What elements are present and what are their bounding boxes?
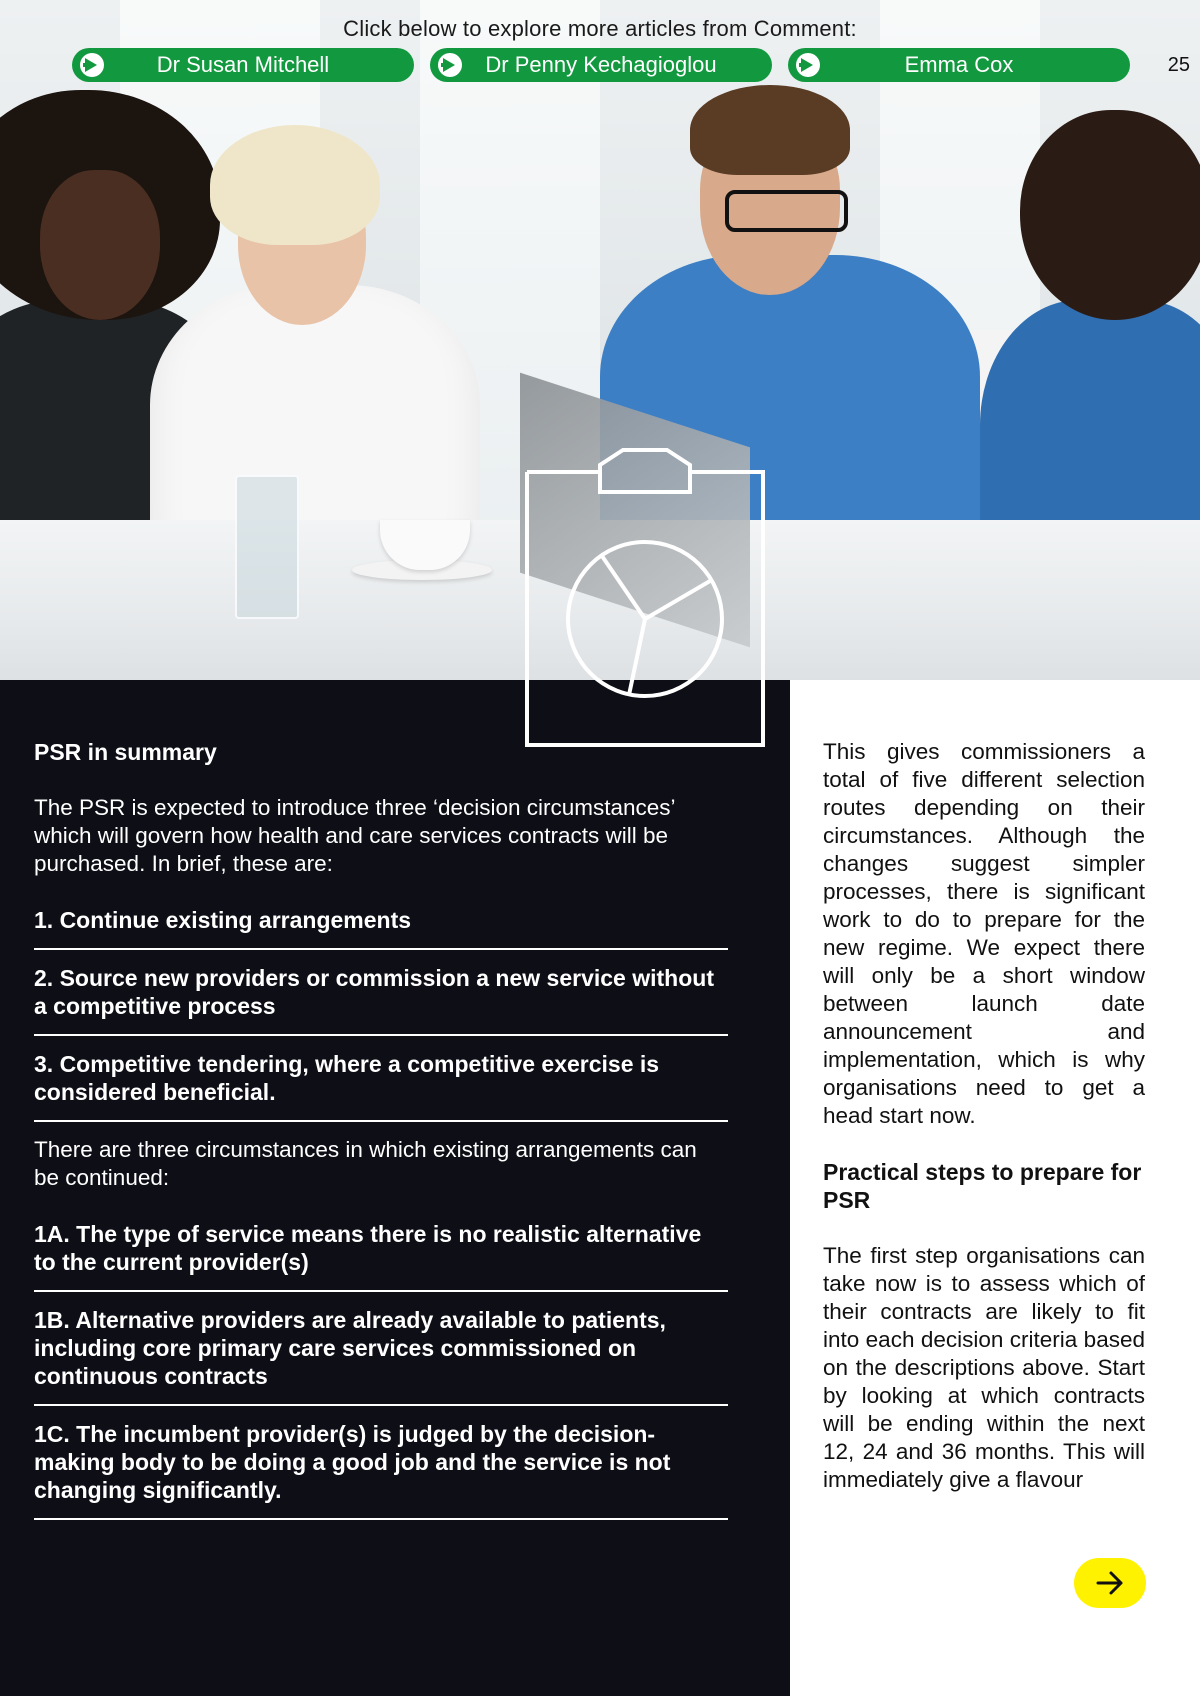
person-figure: [40, 170, 160, 320]
circumstance-item: 1B. Alternative providers are already available to patients, including core primary care services commissioned on continuous contracts: [34, 1306, 728, 1406]
nav-button-susan-mitchell[interactable]: [72, 48, 414, 82]
article-paragraph: This gives commissioners a total of five different selection routes depending on their circumstances. Although the changes suggest simpler processes, there is significant work to do to prepare for the new regime. We expect there will only be a short window between launch date announcement and implementation, which is why organisations need to get a head start now.: [823, 739, 1145, 1128]
next-page-button[interactable]: [1074, 1558, 1146, 1608]
nav-button-label: Dr Penny Kechagioglou: [485, 52, 717, 77]
circumstances-intro: There are three circumstances in which existing arrangements can be continued:: [34, 1137, 697, 1190]
nav-title: Click below to explore more articles from Comment:: [343, 16, 857, 41]
arrow-right-icon: [1096, 1569, 1124, 1597]
article-column: [823, 738, 1145, 1522]
nav-button-penny-kechagioglou[interactable]: [430, 48, 772, 82]
arrow-circle-right-icon: [438, 53, 462, 77]
summary-intro: The PSR is expected to introduce three ‘decision circumstances’ which will govern how health and care services contracts will be purchased. In brief, these are:: [34, 795, 675, 876]
article-paragraph: The first step organisations can take now is to assess which of their contracts are likely to fit into each decision criteria based on the descriptions above. Start by looking at which contracts will be ending within the next 12, 24 and 36 months. This will immediately give a flavour: [823, 1243, 1145, 1492]
arrow-circle-right-icon: [796, 53, 820, 77]
water-glass: [235, 475, 299, 619]
decision-item: 1. Continue existing arrangements: [34, 906, 728, 950]
decision-item: 2. Source new providers or commission a new service without a competitive process: [34, 964, 728, 1036]
decision-item: 3. Competitive tendering, where a competitive exercise is considered beneficial.: [34, 1050, 728, 1122]
circumstance-item: 1C. The incumbent provider(s) is judged by the decision-making body to be doing a good job and the service is not changing significantly.: [34, 1420, 728, 1520]
page-number: 25: [1167, 54, 1190, 76]
article-subheading: Practical steps to prepare for PSR: [823, 1159, 1142, 1213]
person-figure: [1020, 110, 1200, 320]
nav-button-label: Dr Susan Mitchell: [156, 52, 330, 77]
circumstance-item: 1A. The type of service means there is no realistic alternative to the current provider(s): [34, 1220, 728, 1292]
person-figure: [690, 85, 850, 175]
glasses: [725, 190, 848, 232]
summary-content: [34, 738, 728, 1534]
summary-heading: PSR in summary: [34, 739, 217, 765]
arrow-circle-right-icon: [80, 53, 104, 77]
nav-button-emma-cox[interactable]: [788, 48, 1130, 82]
clipboard-pie-chart-icon: [525, 447, 765, 747]
nav-button-label: Emma Cox: [904, 52, 1014, 77]
person-figure: [210, 125, 380, 245]
